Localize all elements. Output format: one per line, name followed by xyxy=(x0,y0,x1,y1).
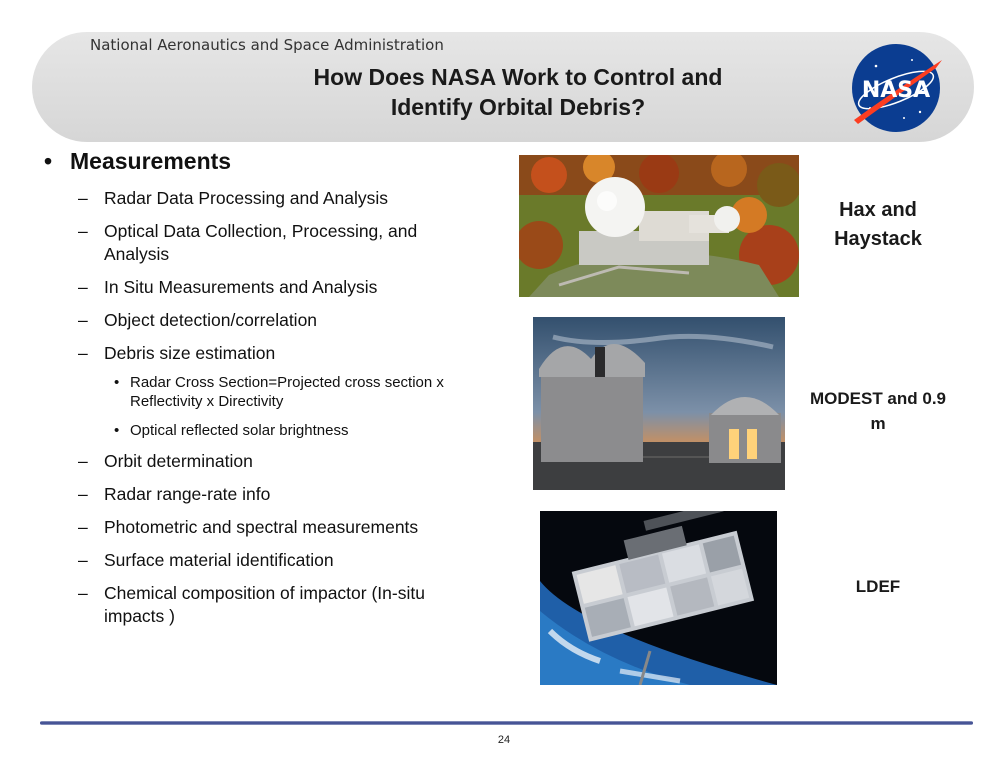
sub-list-item: • Radar Cross Section=Projected cross section x Reflectivity x Directivity xyxy=(114,374,444,410)
footer-divider xyxy=(40,721,973,725)
slide-title xyxy=(200,62,836,122)
list-item: – Debris size estimation • Radar Cross Section=Projected cross section x Reflectivity x Directivity • Optical reflected solar brightness xyxy=(78,342,484,440)
observatory-photo xyxy=(533,317,785,490)
caption-ldef: LDEF xyxy=(855,577,901,596)
list-item-text: Orbit determination xyxy=(104,451,253,471)
list-item-text: Radar range-rate info xyxy=(104,484,271,504)
list-item-text: Optical Data Collection, Processing, and Analysis xyxy=(104,221,418,264)
satellite-photo xyxy=(540,511,777,685)
page-number: 24 xyxy=(497,734,511,746)
heading-bullet xyxy=(44,148,484,175)
list-item-text: Radar Data Processing and Analysis xyxy=(104,188,389,208)
list-item-text: Object detection/correlation xyxy=(104,310,318,330)
list-item: – Photometric and spectral measurements xyxy=(78,517,419,537)
slide-title-line-2: Identify Orbital Debris? xyxy=(390,94,646,120)
content-area xyxy=(44,148,484,638)
caption-hax-haystack: Hax and Haystack xyxy=(834,199,922,250)
bullet-dot: • xyxy=(44,148,53,174)
sub-list xyxy=(104,373,484,440)
section-heading: Measurements xyxy=(70,148,232,174)
list-item: – Surface material identification xyxy=(78,550,334,570)
list-item: – Optical Data Collection, Processing, and Analysis xyxy=(78,221,418,264)
sub-list-item-text: Optical reflected solar brightness xyxy=(130,422,349,439)
list-item: – Orbit determination xyxy=(78,451,253,471)
list-item: – Object detection/correlation xyxy=(78,310,318,330)
nasa-logo xyxy=(846,38,946,138)
radome-photo xyxy=(519,155,799,297)
organization-name: National Aeronautics and Space Administration xyxy=(90,36,444,54)
list-item-text: In Situ Measurements and Analysis xyxy=(104,277,378,297)
nasa-logo-text: NASA xyxy=(861,78,931,103)
sub-list-item-text: Radar Cross Section=Projected cross section x Reflectivity x Directivity xyxy=(130,374,444,410)
list-item: – Radar range-rate info xyxy=(78,484,271,504)
sub-list-item: • Optical reflected solar brightness xyxy=(114,422,349,439)
list-item-text: Chemical composition of impactor (In-situ impacts ) xyxy=(104,583,425,626)
measurement-list xyxy=(44,187,484,628)
list-item-text: Photometric and spectral measurements xyxy=(104,517,419,537)
list-item: – Chemical composition of impactor (In-situ impacts ) xyxy=(78,583,425,626)
list-item-text: Surface material identification xyxy=(104,550,334,570)
list-item-text: Debris size estimation xyxy=(104,343,276,363)
slide-title-line-1: How Does NASA Work to Control and xyxy=(313,64,723,90)
caption-modest: MODEST and 0.9 m xyxy=(809,389,947,433)
list-item: – Radar Data Processing and Analysis xyxy=(78,188,389,208)
list-item: – In Situ Measurements and Analysis xyxy=(78,277,378,297)
